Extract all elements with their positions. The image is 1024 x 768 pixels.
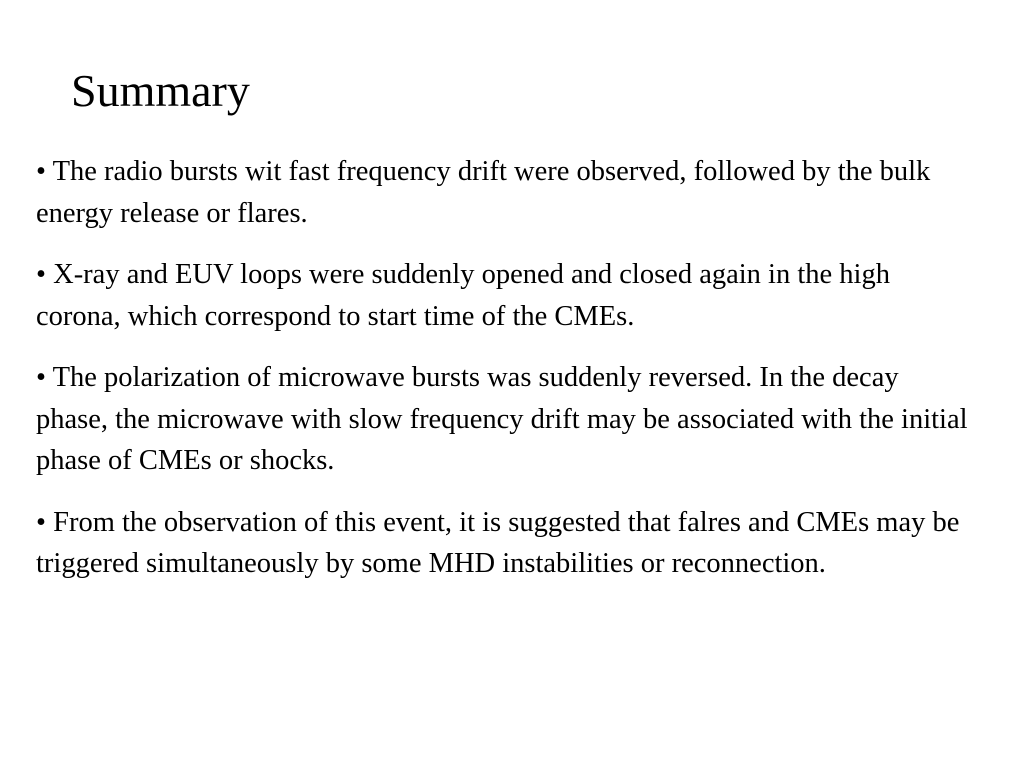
bullet-mark: • — [36, 259, 46, 290]
bullet-item-2 — [36, 254, 976, 337]
bullet-text-4: From the observation of this event, it is suggested that falres and CMEs may be triggered simultaneously by some MHD instabilities or reconnection. — [36, 506, 960, 579]
bullet-item-4 — [36, 502, 976, 585]
bullet-mark: • — [36, 156, 46, 187]
bullet-mark: • — [36, 362, 46, 393]
bullet-text-3: The polarization of microwave bursts was suddenly reversed. In the decay phase, the microwave with slow frequency drift may be associated with the initial phase of CMEs or shocks. — [36, 362, 968, 476]
bullet-mark: • — [36, 506, 46, 538]
slide-title: Summary — [71, 65, 250, 116]
bullet-item-3 — [36, 357, 976, 482]
bullet-list — [36, 151, 976, 605]
bullet-text-1: The radio bursts wit fast frequency drift were observed, followed by the bulk energy release or flares. — [36, 156, 931, 229]
bullet-item-1 — [36, 151, 976, 234]
bullet-text-2: X-ray and EUV loops were suddenly opened and closed again in the high corona, which correspond to start time of the CMEs. — [36, 259, 890, 332]
